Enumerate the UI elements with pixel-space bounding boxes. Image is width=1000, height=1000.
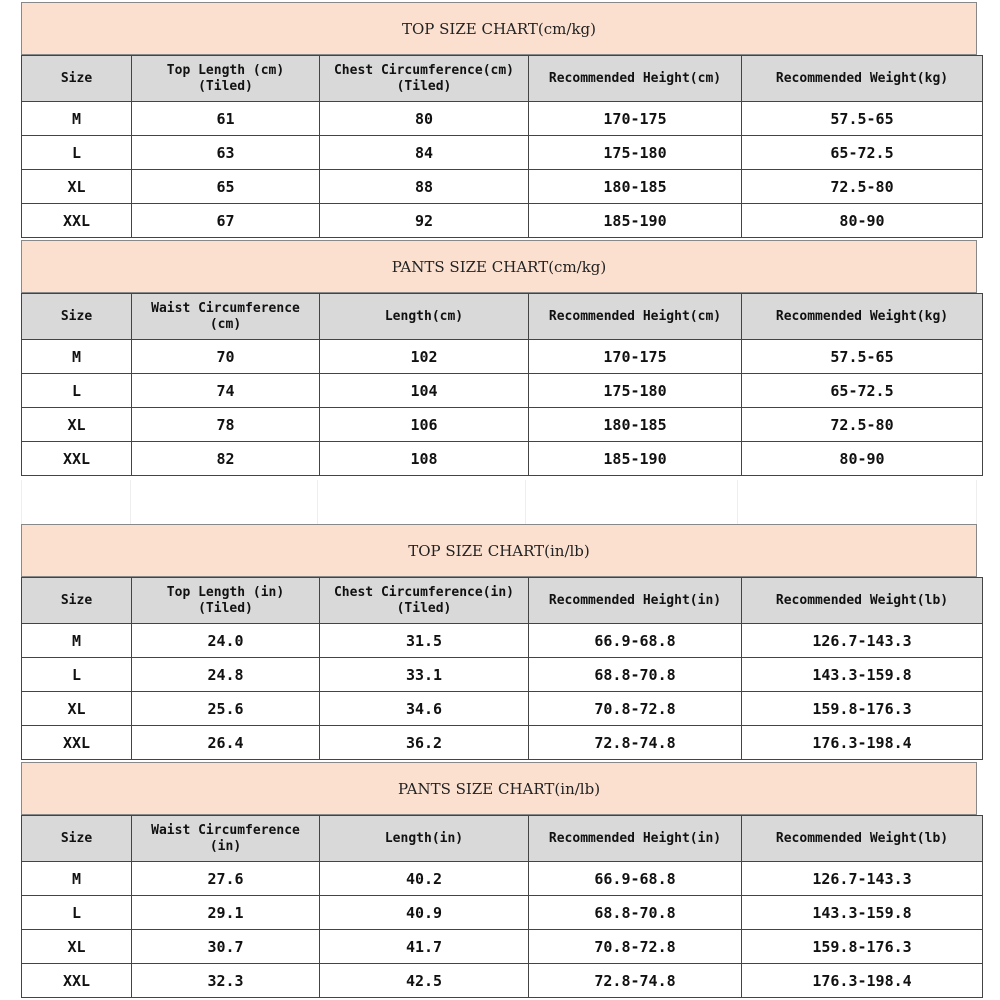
cell: 33.1 bbox=[320, 658, 529, 692]
cell: 30.7 bbox=[132, 930, 320, 964]
cell: 126.7-143.3 bbox=[742, 624, 983, 658]
cell: XXL bbox=[22, 204, 132, 238]
header-cell: Top Length (in) (Tiled) bbox=[132, 578, 320, 624]
header-cell: Recommended Height(in) bbox=[529, 578, 742, 624]
cell: L bbox=[22, 658, 132, 692]
cell: L bbox=[22, 374, 132, 408]
cell: 32.3 bbox=[132, 964, 320, 998]
header-row bbox=[22, 294, 983, 340]
cell: 63 bbox=[132, 136, 320, 170]
cell: 80-90 bbox=[742, 204, 983, 238]
cell: 36.2 bbox=[320, 726, 529, 760]
cell: 31.5 bbox=[320, 624, 529, 658]
header-cell: Waist Circumference (in) bbox=[132, 816, 320, 862]
cell: 57.5-65 bbox=[742, 340, 983, 374]
cell: XL bbox=[22, 408, 132, 442]
table-title: PANTS SIZE CHART(cm/kg) bbox=[21, 240, 977, 293]
cell: 176.3-198.4 bbox=[742, 726, 983, 760]
table-row bbox=[22, 102, 983, 136]
cell: 34.6 bbox=[320, 692, 529, 726]
table-row bbox=[22, 862, 983, 896]
cell: XXL bbox=[22, 442, 132, 476]
header-cell: Waist Circumference (cm) bbox=[132, 294, 320, 340]
cell: 26.4 bbox=[132, 726, 320, 760]
header-row bbox=[22, 816, 983, 862]
cell: 25.6 bbox=[132, 692, 320, 726]
table-title: TOP SIZE CHART(in/lb) bbox=[21, 524, 977, 577]
cell: 185-190 bbox=[529, 442, 742, 476]
cell: 65-72.5 bbox=[742, 136, 983, 170]
cell: 159.8-176.3 bbox=[742, 692, 983, 726]
header-row bbox=[22, 578, 983, 624]
cell: 170-175 bbox=[529, 102, 742, 136]
header-cell: Recommended Weight(kg) bbox=[742, 294, 983, 340]
cell: 70.8-72.8 bbox=[529, 930, 742, 964]
size-table-grid bbox=[21, 55, 983, 238]
cell: 68.8-70.8 bbox=[529, 658, 742, 692]
size-table-grid bbox=[21, 293, 983, 476]
cell: 41.7 bbox=[320, 930, 529, 964]
cell: XXL bbox=[22, 726, 132, 760]
cell: 175-180 bbox=[529, 374, 742, 408]
table-row bbox=[22, 204, 983, 238]
cell: 29.1 bbox=[132, 896, 320, 930]
cell: 92 bbox=[320, 204, 529, 238]
header-cell: Recommended Height(in) bbox=[529, 816, 742, 862]
cell: 104 bbox=[320, 374, 529, 408]
section-spacer bbox=[21, 480, 977, 524]
cell: 180-185 bbox=[529, 170, 742, 204]
size-table-pants-in bbox=[21, 762, 977, 998]
cell: XL bbox=[22, 692, 132, 726]
header-cell: Size bbox=[22, 816, 132, 862]
cell: 185-190 bbox=[529, 204, 742, 238]
cell: 74 bbox=[132, 374, 320, 408]
cell: XL bbox=[22, 930, 132, 964]
table-row bbox=[22, 930, 983, 964]
cell: 67 bbox=[132, 204, 320, 238]
cell: M bbox=[22, 862, 132, 896]
size-table-top-cm bbox=[21, 2, 977, 238]
table-row bbox=[22, 726, 983, 760]
cell: 170-175 bbox=[529, 340, 742, 374]
header-cell: Length(cm) bbox=[320, 294, 529, 340]
cell: 70.8-72.8 bbox=[529, 692, 742, 726]
table-row bbox=[22, 692, 983, 726]
cell: 106 bbox=[320, 408, 529, 442]
cell: 84 bbox=[320, 136, 529, 170]
cell: 40.2 bbox=[320, 862, 529, 896]
cell: 175-180 bbox=[529, 136, 742, 170]
cell: 180-185 bbox=[529, 408, 742, 442]
cell: 80-90 bbox=[742, 442, 983, 476]
size-table-pants-cm bbox=[21, 240, 977, 476]
cell: 40.9 bbox=[320, 896, 529, 930]
table-row bbox=[22, 964, 983, 998]
cell: XL bbox=[22, 170, 132, 204]
cell: 176.3-198.4 bbox=[742, 964, 983, 998]
cell: 24.0 bbox=[132, 624, 320, 658]
table-row bbox=[22, 442, 983, 476]
header-cell: Length(in) bbox=[320, 816, 529, 862]
size-table-top-in bbox=[21, 524, 977, 760]
cell: 66.9-68.8 bbox=[529, 862, 742, 896]
cell: 126.7-143.3 bbox=[742, 862, 983, 896]
header-row bbox=[22, 56, 983, 102]
cell: 27.6 bbox=[132, 862, 320, 896]
cell: 143.3-159.8 bbox=[742, 896, 983, 930]
cell: 66.9-68.8 bbox=[529, 624, 742, 658]
header-cell: Recommended Height(cm) bbox=[529, 294, 742, 340]
cell: 82 bbox=[132, 442, 320, 476]
header-cell: Recommended Weight(kg) bbox=[742, 56, 983, 102]
cell: L bbox=[22, 136, 132, 170]
cell: 42.5 bbox=[320, 964, 529, 998]
cell: M bbox=[22, 624, 132, 658]
table-row bbox=[22, 170, 983, 204]
cell: 72.8-74.8 bbox=[529, 964, 742, 998]
cell: 159.8-176.3 bbox=[742, 930, 983, 964]
cell: XXL bbox=[22, 964, 132, 998]
cell: 72.5-80 bbox=[742, 170, 983, 204]
cell: 61 bbox=[132, 102, 320, 136]
cell: 68.8-70.8 bbox=[529, 896, 742, 930]
table-title: TOP SIZE CHART(cm/kg) bbox=[21, 2, 977, 55]
header-cell: Recommended Height(cm) bbox=[529, 56, 742, 102]
size-table-grid bbox=[21, 577, 983, 760]
header-cell: Top Length (cm) (Tiled) bbox=[132, 56, 320, 102]
cell: 72.5-80 bbox=[742, 408, 983, 442]
cell: 102 bbox=[320, 340, 529, 374]
cell: 72.8-74.8 bbox=[529, 726, 742, 760]
cell: 143.3-159.8 bbox=[742, 658, 983, 692]
cell: M bbox=[22, 340, 132, 374]
header-cell: Size bbox=[22, 294, 132, 340]
header-cell: Size bbox=[22, 578, 132, 624]
table-row bbox=[22, 136, 983, 170]
table-title: PANTS SIZE CHART(in/lb) bbox=[21, 762, 977, 815]
cell: 57.5-65 bbox=[742, 102, 983, 136]
header-cell: Recommended Weight(lb) bbox=[742, 816, 983, 862]
cell: 65 bbox=[132, 170, 320, 204]
header-cell: Chest Circumference(cm) (Tiled) bbox=[320, 56, 529, 102]
cell: L bbox=[22, 896, 132, 930]
cell: 78 bbox=[132, 408, 320, 442]
header-cell: Chest Circumference(in) (Tiled) bbox=[320, 578, 529, 624]
size-table-grid bbox=[21, 815, 983, 998]
cell: 108 bbox=[320, 442, 529, 476]
cell: 70 bbox=[132, 340, 320, 374]
header-cell: Recommended Weight(lb) bbox=[742, 578, 983, 624]
cell: M bbox=[22, 102, 132, 136]
header-cell: Size bbox=[22, 56, 132, 102]
table-row bbox=[22, 624, 983, 658]
table-row bbox=[22, 374, 983, 408]
cell: 65-72.5 bbox=[742, 374, 983, 408]
table-row bbox=[22, 896, 983, 930]
cell: 80 bbox=[320, 102, 529, 136]
cell: 88 bbox=[320, 170, 529, 204]
cell: 24.8 bbox=[132, 658, 320, 692]
table-row bbox=[22, 408, 983, 442]
table-row bbox=[22, 340, 983, 374]
table-row bbox=[22, 658, 983, 692]
